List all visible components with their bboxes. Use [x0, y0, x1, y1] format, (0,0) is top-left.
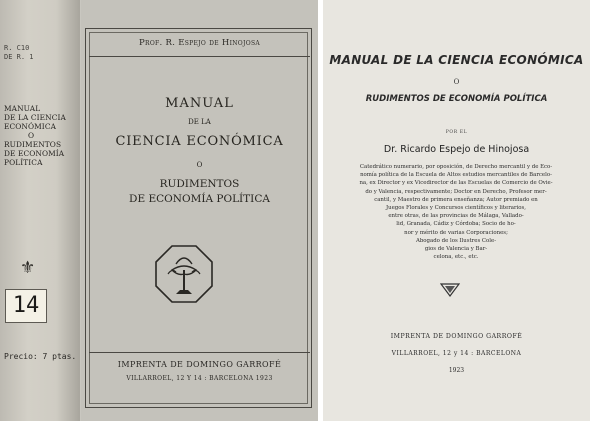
spine-title-line: DE ECONOMÍA — [4, 149, 65, 158]
cover-author: Prof. R. Espejo de Hinojosa — [139, 38, 260, 48]
shelf-label-line: R. C10 — [4, 44, 30, 52]
book-spine — [0, 0, 80, 421]
spine-title-line: POLÍTICA — [4, 158, 43, 167]
spine-shelf-label — [4, 44, 70, 62]
cover-divider-bottom — [89, 352, 310, 353]
credentials-line: na, ex Director y ex Vicedirector de las Escuelas de Comercio de Ovie- — [359, 180, 553, 187]
printer-mark-icon — [440, 283, 460, 297]
cover-subtitle-line-1: RUDIMENTOS — [159, 178, 240, 190]
title-page-conjunction: O — [453, 78, 460, 86]
spine-price: Precio: 7 ptas. — [4, 352, 77, 361]
title-page-by-line: POR EL — [445, 130, 468, 135]
credentials-line: celona, etc., etc. — [433, 254, 479, 261]
cover-publisher: IMPRENTA DE DOMINGO GARROFÉ — [117, 360, 282, 369]
cover-title-line-3: CIENCIA ECONÓMICA — [115, 134, 284, 149]
credentials-line: Abogado de los Ilustres Cole- — [415, 237, 497, 244]
cover-title-line-2: DE LA — [188, 118, 211, 126]
cover-emblem-icon — [154, 244, 214, 304]
shelf-label-line: DE R. 1 — [4, 53, 34, 61]
spine-title-line: MANUAL — [4, 104, 41, 113]
front-cover — [81, 0, 318, 421]
credentials-line: cantil, y Maestro de primera enseñanza; Autor premiado en — [374, 196, 538, 203]
credentials-line: lid, Granada, Cádiz y Córdoba; Socio de ho- — [396, 221, 516, 228]
title-page-author: Dr. Ricardo Espejo de Hinojosa — [383, 144, 530, 155]
cover-title-line-1: MANUAL — [165, 96, 234, 111]
author-credentials — [343, 163, 569, 261]
credentials-line: do y Valencia, respectivamente; Doctor en Derecho, Profesor mer- — [365, 188, 547, 195]
spine-title-line: O — [28, 131, 35, 140]
title-page-year: 1923 — [448, 367, 465, 374]
title-page — [323, 0, 590, 421]
cover-title-line-4: O — [196, 161, 203, 169]
cover-frame-inner — [89, 32, 308, 404]
spine-title-line: ECONÓMICA — [4, 122, 57, 131]
credentials-line: gios de Valencia y Bar- — [424, 246, 488, 253]
spine-number-label: 14 — [5, 289, 47, 323]
cover-divider-top — [89, 56, 310, 57]
spine-title-line: DE LA CIENCIA — [4, 113, 66, 122]
fleur-de-lis-icon: ⚜ — [20, 258, 36, 278]
cover-frame — [85, 28, 312, 408]
title-page-publisher-address: VILLARROEL, 12 y 14 : BARCELONA — [391, 350, 522, 357]
credentials-line: Catedrático numerario, por oposición, de Derecho mercantil y de Eco- — [359, 164, 553, 170]
credentials-line: nor y mérito de varias Corporaciones; — [404, 229, 508, 236]
title-page-subtitle: RUDIMENTOS DE ECONOMÍA POLÍTICA — [365, 94, 548, 104]
credentials-line: Juegos Florales y Concursos científicos y literarios, — [385, 205, 527, 212]
credentials-line: nomía política de la Escuela de Altos estudios mercantiles de Barcelo- — [360, 172, 552, 179]
title-page-title: MANUAL DE LA CIENCIA ECONÓMICA — [329, 53, 584, 67]
cover-subtitle-line-2: DE ECONOMÍA POLÍTICA — [129, 193, 270, 205]
spine-title — [4, 104, 76, 167]
cover-publisher-address: VILLARROEL, 12 Y 14 : BARCELONA 1923 — [126, 375, 273, 382]
title-page-publisher: IMPRENTA DE DOMINGO GARROFÉ — [390, 333, 523, 340]
spine-title-line: RUDIMENTOS — [4, 140, 62, 149]
credentials-line: entre otras, de las provincias de Málaga, Vallado- — [388, 213, 524, 220]
